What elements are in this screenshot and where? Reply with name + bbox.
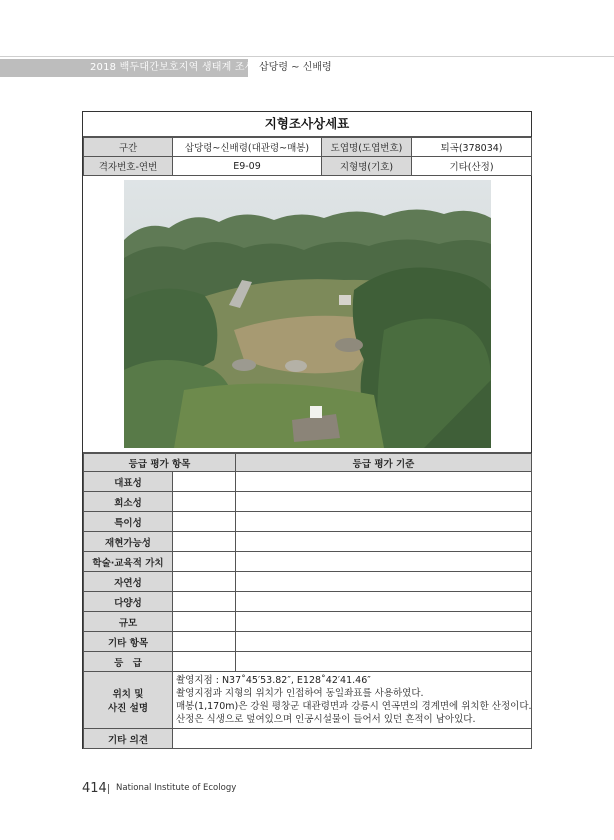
location-label-line: 사진 설명: [107, 703, 148, 714]
location-row: [84, 672, 532, 729]
eval-grade-cell: [173, 492, 236, 512]
other-opinion-cell: [173, 729, 532, 749]
info-value: 기타(산정): [412, 157, 532, 176]
description-line: 산정은 식생으로 덮여있으며 인공시설물이 들어서 있던 흔적이 남아있다.: [176, 714, 476, 725]
table-row: [84, 512, 532, 532]
info-row: [84, 138, 532, 157]
eval-item-label: 특이성: [84, 512, 173, 532]
location-label: [84, 672, 173, 729]
info-table: [83, 137, 532, 176]
eval-item-label: 규모: [84, 612, 173, 632]
description-line: 촬영지점과 지형의 위치가 인접하여 동일좌표를 사용하였다.: [176, 688, 424, 699]
eval-grade-cell: [173, 472, 236, 492]
table-row: [84, 592, 532, 612]
description-line: 매봉(1,170m)은 강원 평창군 대관령면과 강릉시 연곡면의 경계면에 위치한 산정이다.: [176, 701, 532, 712]
terrain-photo: [124, 180, 491, 448]
info-value: 삽당령~신배령(대관령~매봉): [173, 138, 322, 157]
footer-institute: National Institute of Ecology: [116, 783, 237, 793]
info-label: 구간: [84, 138, 173, 157]
footer-divider: [108, 784, 109, 794]
eval-grade-cell: [173, 592, 236, 612]
eval-criteria-cell: [236, 592, 532, 612]
eval-criteria-header: 등급 평가 기준: [236, 454, 532, 472]
table-row: [84, 652, 532, 672]
page-number: 414: [82, 781, 107, 796]
description-line: 촬영지점 : N37˚45′53.82″, E128˚42′41.46″: [176, 675, 371, 686]
table-row: [84, 472, 532, 492]
table-row: [84, 612, 532, 632]
eval-grade-cell: [173, 612, 236, 632]
table-row: [84, 572, 532, 592]
info-label: 지형명(기호): [322, 157, 412, 176]
eval-item-label: 희소성: [84, 492, 173, 512]
location-label-line: 위치 및: [112, 689, 144, 700]
info-row: [84, 157, 532, 176]
eval-criteria-cell: [236, 492, 532, 512]
eval-item-label: 자연성: [84, 572, 173, 592]
other-opinion-row: [84, 729, 532, 749]
eval-grade-cell: [173, 532, 236, 552]
eval-grade-cell: [173, 512, 236, 532]
evaluation-table: [83, 453, 532, 749]
info-value: 퇴곡(378034): [412, 138, 532, 157]
eval-criteria-cell: [236, 532, 532, 552]
evaluation-header-row: [84, 454, 532, 472]
survey-sheet: [82, 111, 532, 749]
table-row: [84, 532, 532, 552]
table-row: [84, 632, 532, 652]
eval-grade-cell: [173, 652, 236, 672]
sheet-title: 지형조사상세표: [83, 112, 531, 137]
eval-item-label: 기타 항목: [84, 632, 173, 652]
eval-criteria-cell: [236, 632, 532, 652]
info-label: 도엽명(도엽번호): [322, 138, 412, 157]
other-opinion-label: 기타 의견: [84, 729, 173, 749]
eval-criteria-cell: [236, 552, 532, 572]
info-value: E9-09: [173, 157, 322, 176]
eval-item-label: 대표성: [84, 472, 173, 492]
eval-grade-cell: [173, 632, 236, 652]
eval-item-label: 학술·교육적 가치: [84, 552, 173, 572]
eval-criteria-cell: [236, 512, 532, 532]
eval-grade-cell: [173, 572, 236, 592]
eval-item-label: 등 급: [84, 652, 173, 672]
eval-criteria-cell: [236, 612, 532, 632]
header-rule: [0, 56, 614, 57]
header-title: 2018 백두대간보호지역 생태계 조사: [90, 62, 255, 73]
info-label: 격자번호-연번: [84, 157, 173, 176]
table-row: [84, 552, 532, 572]
eval-item-label: 재현가능성: [84, 532, 173, 552]
eval-criteria-cell: [236, 572, 532, 592]
eval-item-header: 등급 평가 항목: [84, 454, 236, 472]
eval-criteria-cell: [236, 472, 532, 492]
photo-cell: [83, 176, 531, 453]
header-subtitle: 삽당령 ~ 신배령: [259, 62, 332, 73]
location-description: [173, 672, 532, 729]
eval-grade-cell: [173, 552, 236, 572]
table-row: [84, 492, 532, 512]
eval-item-label: 다양성: [84, 592, 173, 612]
eval-criteria-cell: [236, 652, 532, 672]
